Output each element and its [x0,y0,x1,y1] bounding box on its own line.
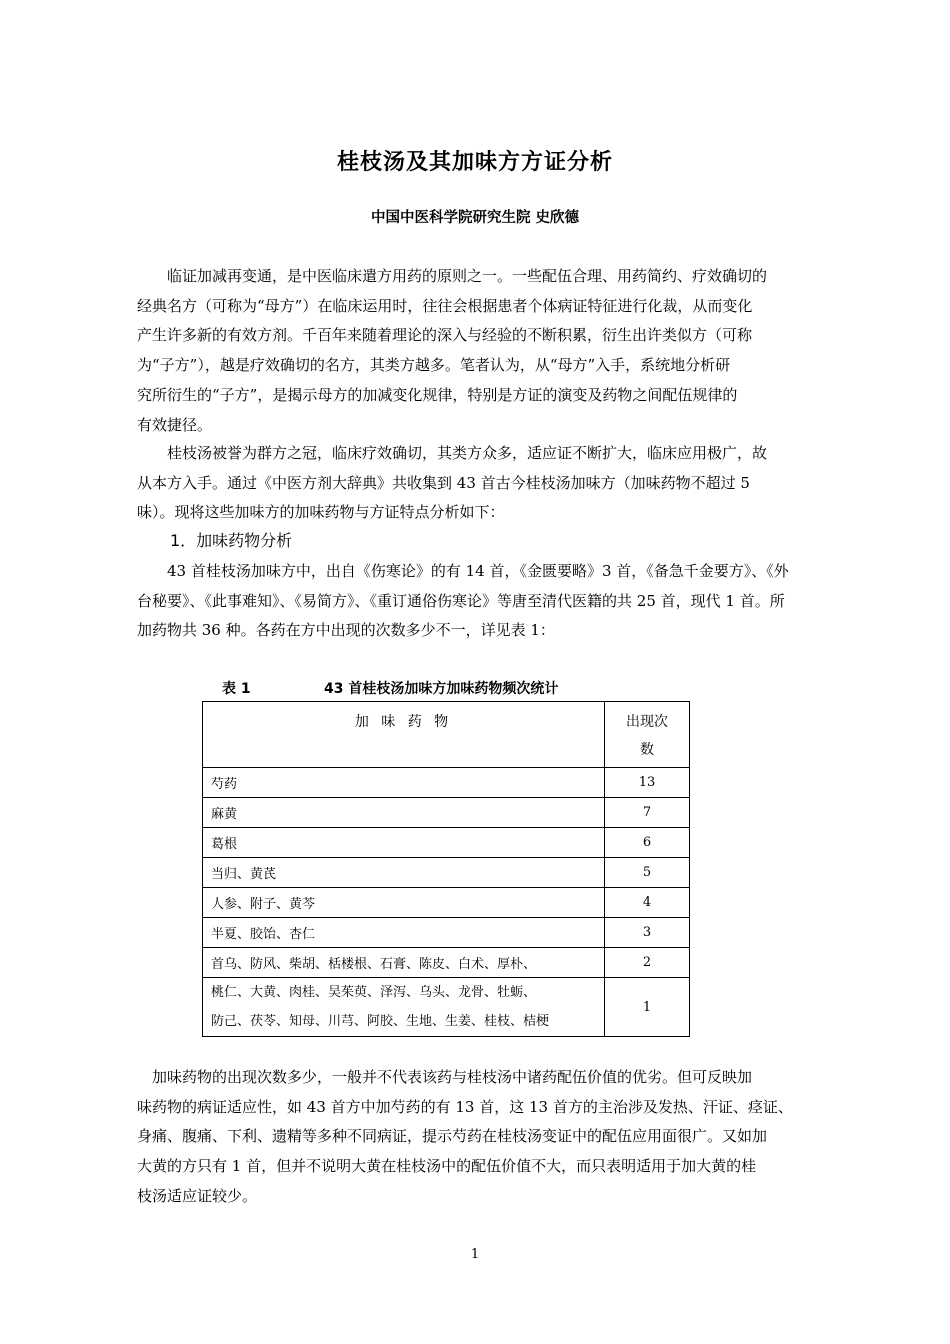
paragraph-sources [137,557,817,646]
count-cell: 4 [605,888,690,918]
header-count [605,702,690,768]
table-number: 表 1 [222,681,251,697]
table-row [203,978,690,1037]
text-line: 台秘要》、《此事难知》、《易简方》、《重订通俗伤寒论》等唐至清代医籍的共 25 首，现代 1 首。所 [137,591,785,610]
herbs-cell [203,978,605,1037]
text-line: 大黄的方只有 1 首，但并不说明大黄在桂枝汤中的配伍价值不大，而只表明适用于加大黄的桂 [137,1157,757,1176]
text-line: 身痛、腹痛、下利、遗精等多种不同病证，提示芍药在桂枝汤变证中的配伍应用面很广。又如加 [137,1127,768,1146]
text-line: 味药物的病证适应性，如 43 首方中加芍药的有 13 首，这 13 首方的主治涉及发热、汗证、痉证、 [137,1097,793,1116]
section-heading: 1．加味药物分析 [170,531,293,550]
table-row [203,918,690,948]
herbs-cell: 麻黄 [203,798,605,828]
text-line: 产生许多新的有效方剂。千百年来随着理论的深入与经验的不断积累，衍生出许类似方（可称 [137,326,753,345]
paragraph-intro [137,262,817,440]
herbs-cell: 芍药 [203,768,605,798]
count-cell: 2 [605,948,690,978]
page-number: 1 [470,1247,480,1262]
table-row [203,948,690,978]
text-line: 桂枝汤被誉为群方之冠，临床疗效确切，其类方众多，适应证不断扩大，临床应用极广，故 [137,444,768,462]
table-title: 43 首桂枝汤加味方加味药物频次统计 [324,681,559,697]
text-line: 临证加减再变通，是中医临床遣方用药的原则之一。一些配伍合理、用药简约、疗效确切的 [137,267,768,285]
count-cell: 3 [605,918,690,948]
herbs-line: 防己、茯苓、知母、川芎、阿胶、生地、生姜、桂枝、桔梗 [211,1014,550,1029]
herbs-cell: 当归、黄芪 [203,858,605,888]
herbs-cell: 人参、附子、黄芩 [203,888,605,918]
table-row [203,888,690,918]
header-herbs: 加 味 药 物 [203,702,605,768]
herbs-cell: 葛根 [203,828,605,858]
table-row [203,798,690,828]
text-line: 经典名方（可称为“母方”）在临床运用时，往往会根据患者个体病证特征进行化裁，从而变化 [137,296,753,315]
text-line: 加药物共 36 种。各药在方中出现的次数多少不一，详见表 1： [137,621,555,640]
count-cell: 1 [605,978,690,1037]
herbs-cell: 首乌、防风、柴胡、栝楼根、石膏、陈皮、白术、厚朴、 [203,948,605,978]
count-cell: 6 [605,828,690,858]
header-count-line: 数 [640,742,654,758]
text-line: 为“子方”），越是疗效确切的名方，其类方越多。笔者认为，从“母方”入手，系统地分析研 [137,356,731,375]
author-line: 中国中医科学院研究生院 史欣德 [370,210,580,226]
text-line: 究所衍生的“子方”，是揭示母方的加减变化规律，特别是方证的演变及药物之间配伍规律的 [137,385,738,404]
table-row [203,858,690,888]
table-caption [222,678,558,698]
herbs-line: 桃仁、大黄、肉桂、吴茱萸、泽泻、乌头、龙骨、牡蛎、 [211,985,537,1000]
text-line: 43 首桂枝汤加味方中，出自《伤寒论》的有 14 首，《金匮要略》3 首，《备急千金要方》、《外 [137,562,789,580]
table-row [203,768,690,798]
text-line: 加味药物的出现次数多少，一般并不代表该药与桂枝汤中诸药配伍价值的优劣。但可反映加 [137,1068,753,1086]
document-title: 桂枝汤及其加味方方证分析 [336,150,613,175]
text-line: 味）。现将这些加味方的加味药物与方证特点分析如下： [137,503,505,522]
paragraph-method [137,439,817,528]
text-line: 有效捷径。 [137,415,213,434]
header-count-line: 出现次 [626,714,668,730]
table-row [203,828,690,858]
count-cell: 13 [605,768,690,798]
count-cell: 5 [605,858,690,888]
paragraph-discussion [137,1063,817,1212]
text-line: 从本方入手。通过《中医方剂大辞典》共收集到 43 首古今桂枝汤加味方（加味药物不超过 5 [137,473,750,492]
count-cell: 7 [605,798,690,828]
herb-frequency-table [202,701,690,1037]
herbs-cell: 半夏、胶饴、杏仁 [203,918,605,948]
table-header-row [203,702,690,768]
text-line: 枝汤适应证较少。 [137,1186,258,1205]
